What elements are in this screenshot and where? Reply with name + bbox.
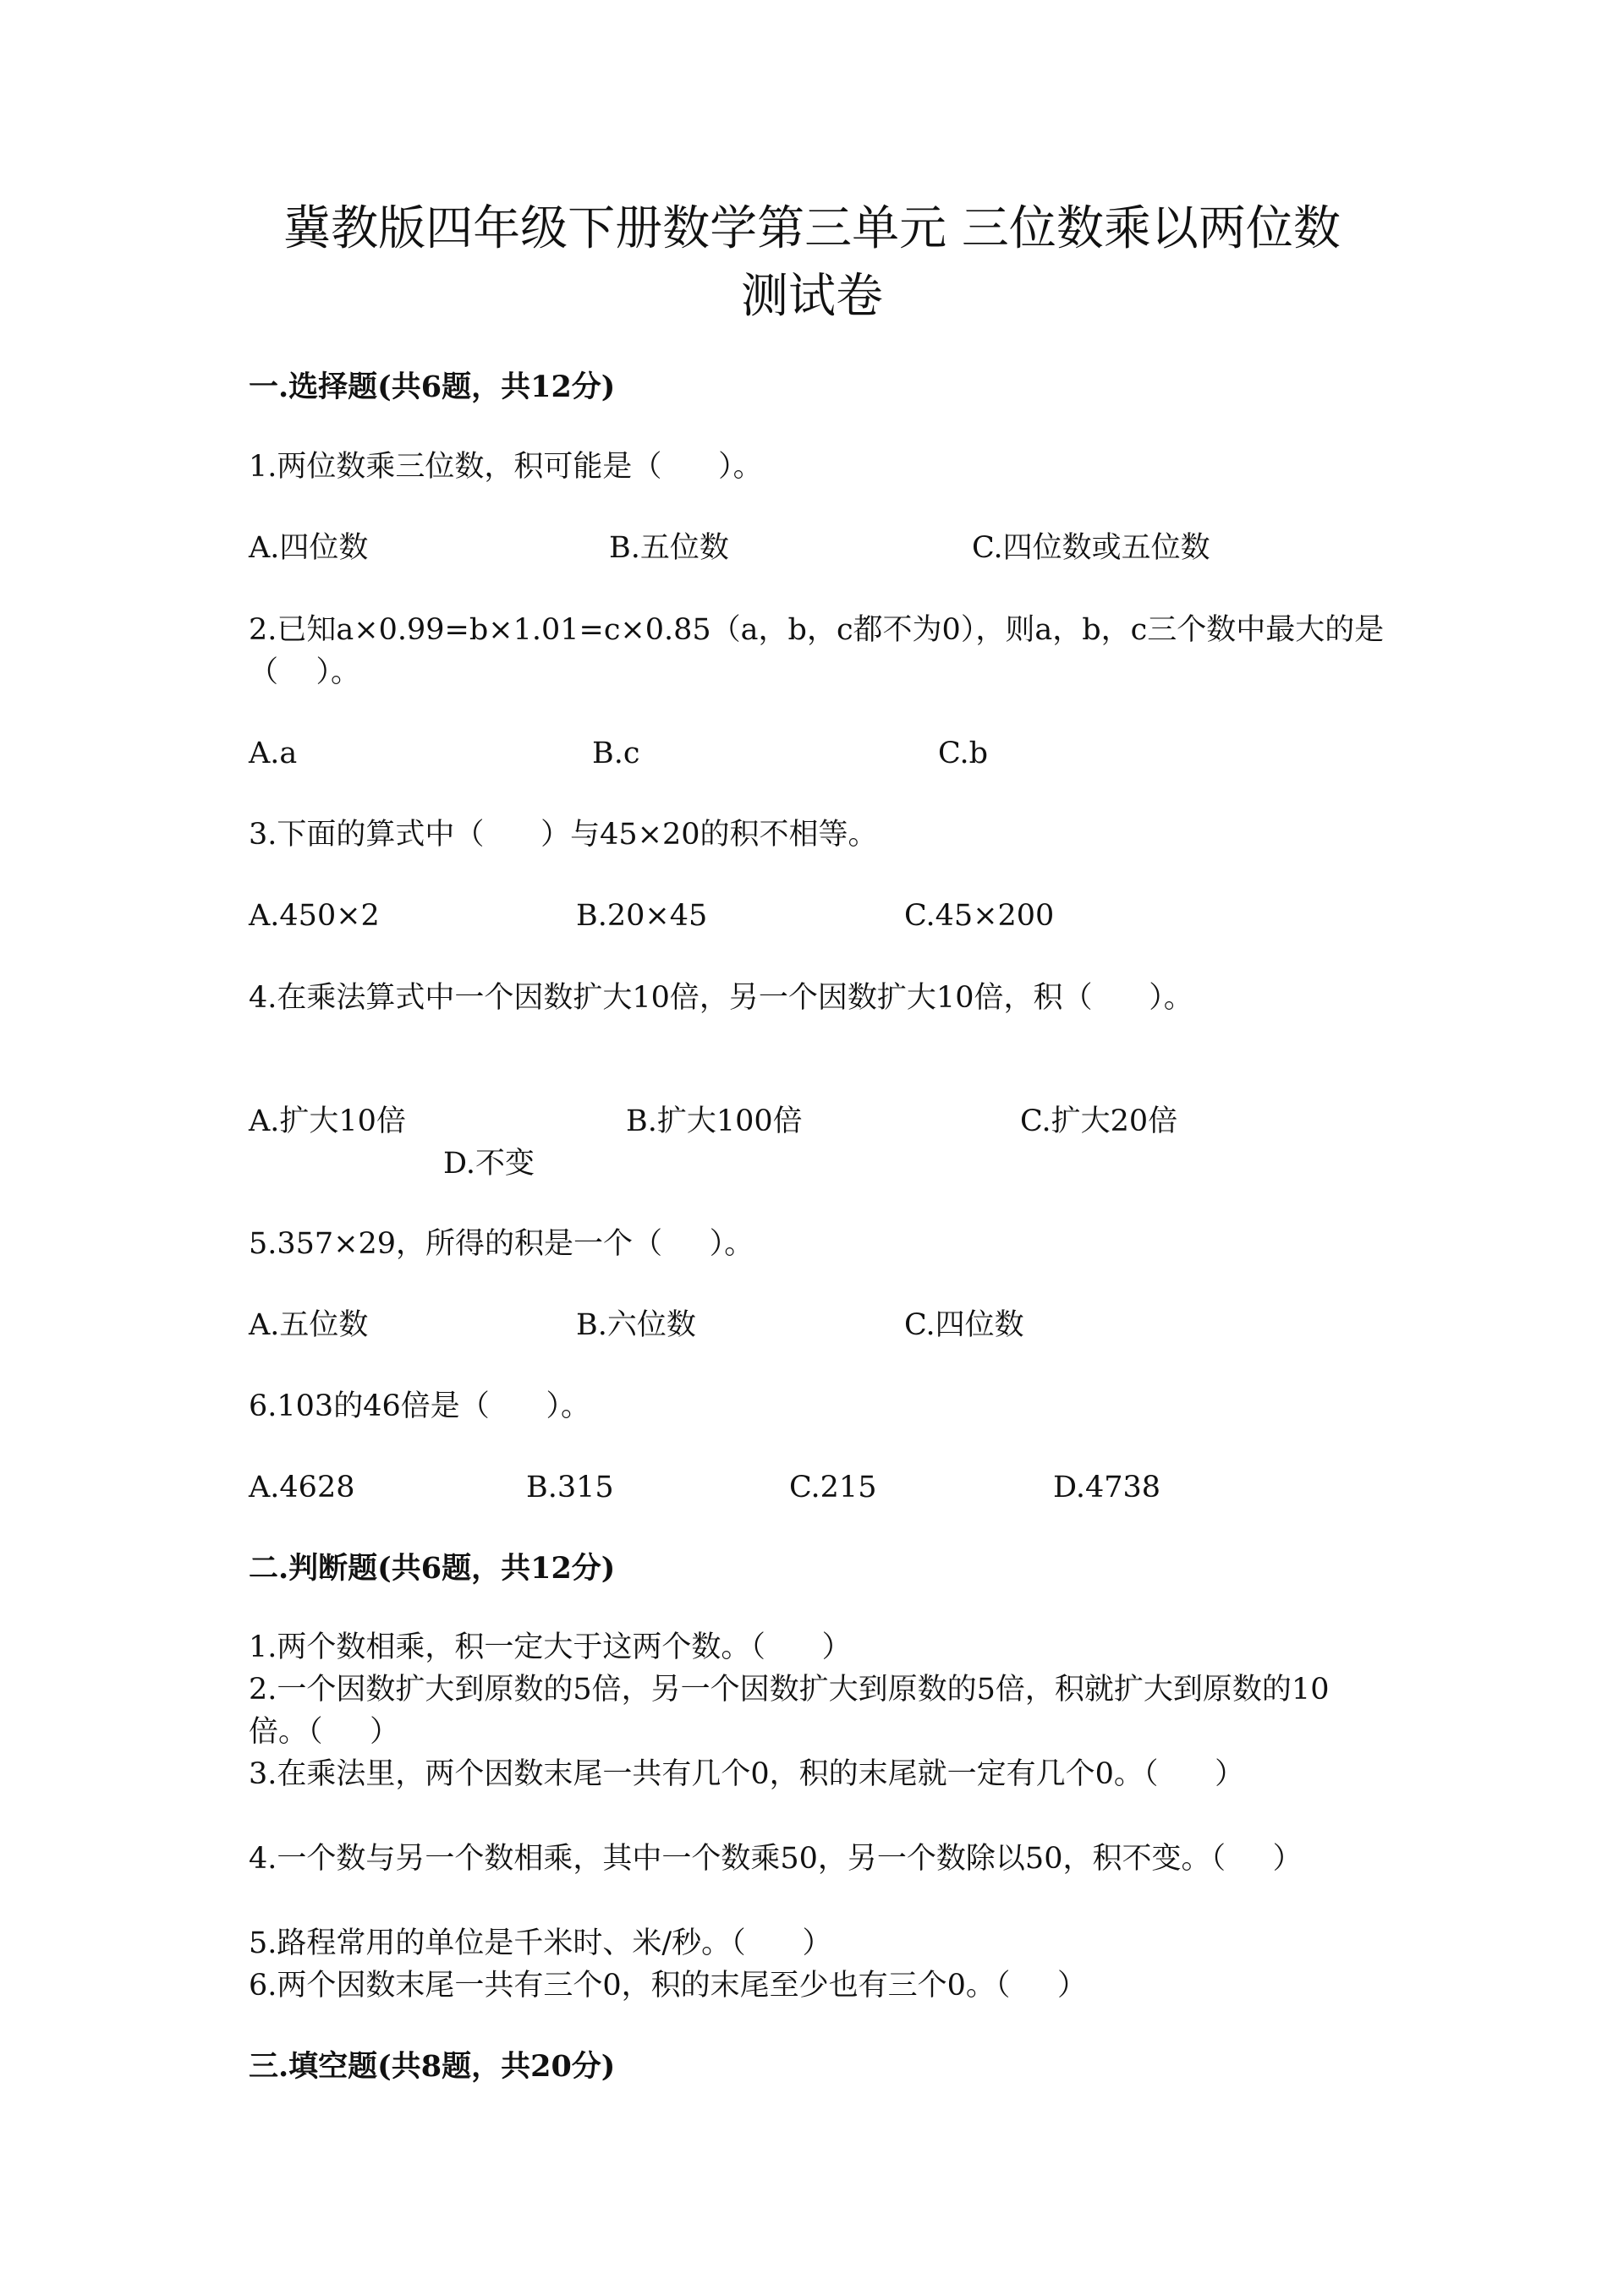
option-b: B.c (592, 737, 640, 770)
judge-item: 2.一个因数扩大到原数的5倍，另一个因数扩大到原数的5倍，积就扩大到原数的10倍。（ ） (249, 1673, 1330, 1749)
section-heading-judge: 二.判断题(共6题，共12分) (249, 1551, 616, 1586)
option-a: A.四位数 (249, 531, 369, 565)
option-c: C.45×200 (904, 899, 1055, 933)
option-a: A.a (249, 737, 298, 770)
option-b: B.20×45 (576, 899, 708, 933)
question-stem: 2.已知a×0.99=b×1.01=c×0.85（a，b，c都不为0），则a，b，c三个数中最大的是（ ）。 (249, 613, 1385, 689)
question-stem: 1.两位数乘三位数，积可能是（ ）。 (249, 450, 763, 484)
section-heading-fill: 三.填空题(共8题，共20分) (249, 2049, 616, 2084)
option-c: C.四位数或五位数 (972, 531, 1210, 565)
option-b: B.扩大100倍 (626, 1104, 803, 1138)
option-d: D.4738 (1053, 1471, 1161, 1504)
option-c: C.215 (789, 1471, 877, 1504)
page-title-line2: 测试卷 (741, 269, 883, 324)
page-title: 冀教版四年级下册数学第三单元 三位数乘以两位数 (283, 201, 1341, 256)
question-stem: 4.在乘法算式中一个因数扩大10倍，另一个因数扩大10倍，积（ ）。 (249, 981, 1193, 1015)
question-stem: 6.103的46倍是（ ）。 (249, 1389, 590, 1423)
question-stem: 3.下面的算式中（ ）与45×20的积不相等。 (249, 818, 878, 852)
option-a: A.4628 (249, 1471, 355, 1504)
section-heading-choice: 一.选择题(共6题，共12分) (249, 370, 616, 404)
option-d: D.不变 (443, 1147, 535, 1181)
option-a: A.扩大10倍 (249, 1104, 406, 1138)
option-c: C.四位数 (904, 1308, 1024, 1342)
option-b: B.五位数 (609, 531, 729, 565)
judge-item: 4.一个数与另一个数相乘，其中一个数乘50，另一个数除以50，积不变。（ ） (249, 1842, 1303, 1876)
judge-item: 3.在乘法里，两个因数末尾一共有几个0，积的末尾就一定有几个0。（ ） (249, 1757, 1245, 1791)
option-a: A.五位数 (249, 1308, 369, 1342)
judge-item: 6.两个因数末尾一共有三个0，积的末尾至少也有三个0。（ ） (249, 1969, 1088, 2003)
option-c: C.扩大20倍 (1020, 1104, 1178, 1138)
option-b: B.315 (526, 1471, 614, 1504)
judge-item: 1.两个数相乘，积一定大于这两个数。（ ） (249, 1630, 852, 1664)
question-stem: 5.357×29，所得的积是一个（ ）。 (249, 1227, 754, 1261)
judge-item: 5.路程常用的单位是千米时、米/秒。（ ） (249, 1926, 832, 1960)
option-b: B.六位数 (576, 1308, 696, 1342)
option-a: A.450×2 (249, 899, 380, 933)
option-c: C.b (938, 737, 989, 770)
